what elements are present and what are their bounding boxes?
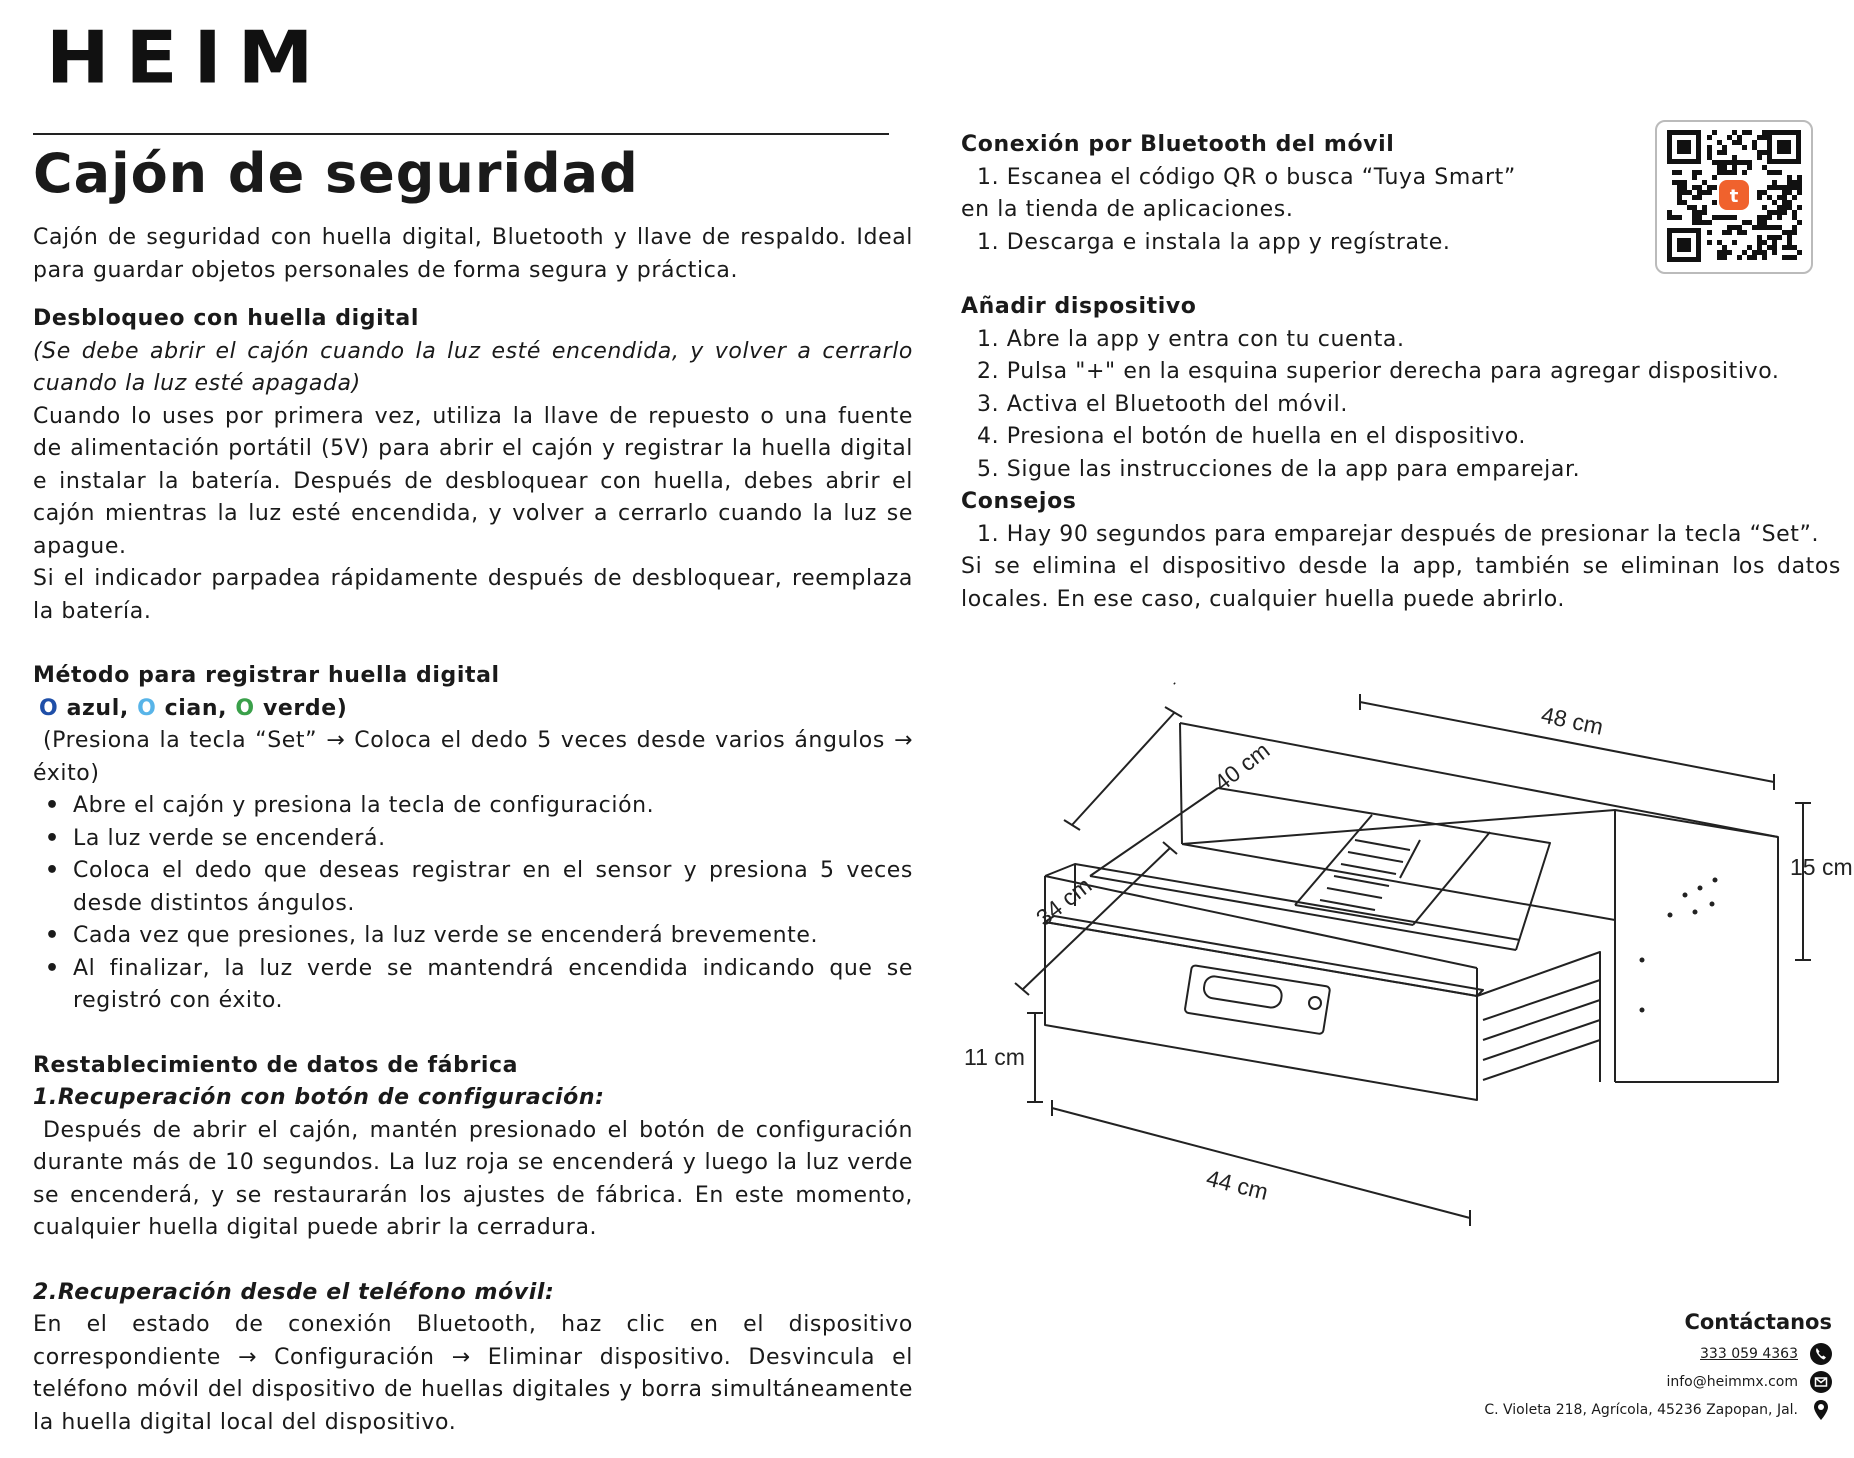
list-item: 1. Abre la app y entra con tu cuenta. — [977, 326, 1405, 352]
step-text: Descarga e instala la app y regístrate. — [1006, 229, 1451, 255]
list-item: 2. Pulsa "+" en la esquina superior derecha para agregar dispositivo. — [977, 359, 1780, 384]
reset-heading: Restablecimiento de datos de fábrica — [33, 1052, 519, 1078]
contact-email[interactable]: info@heimmx.com — [1666, 1374, 1798, 1390]
brand-logo: HEIM — [46, 15, 330, 100]
tips-heading: Consejos — [961, 489, 1077, 514]
list-item: • La luz verde se encenderá. — [73, 823, 913, 856]
reset-subheading-1: 1.Recuperación con botón de configuración: — [33, 1085, 605, 1110]
dimension-height-drawer: 11 cm — [964, 1044, 1025, 1070]
color-blue-label: azul, — [66, 695, 129, 721]
list-item: 5. Sigue las instrucciones de la app para emparejar. — [977, 456, 1581, 482]
dimension-width-drawer: 44 cm — [1203, 1164, 1271, 1206]
reset-subheading-2: 2.Recuperación desde el teléfono móvil: — [33, 1279, 555, 1305]
location-pin-icon — [1810, 1399, 1832, 1421]
step-number: 1. — [977, 164, 1000, 190]
list-item: 3. Activa el Bluetooth del móvil. — [977, 391, 1348, 417]
tips-step-1 — [961, 519, 1841, 552]
dimension-depth-drawer: 34 cm — [1031, 871, 1097, 931]
list-item: • Coloca el dedo que deseas registrar en el sensor y presiona 5 veces desde distintos ángulos. — [73, 855, 913, 920]
list-item: • Al finalizar, la luz verde se mantendrá encendida indicando que se registró con éxito. — [73, 953, 913, 1018]
unlock-heading: Desbloqueo con huella digital — [33, 306, 419, 331]
reset-paragraph-2: En el estado de conexión Bluetooth, haz clic en el dispositivo correspondiente → Configuración → Eliminar dispositivo. Desvincula el teléfono móvil del dispositivo de huellas digitales y borra simultáneamente la huella digital local del dispositivo. — [33, 1312, 913, 1435]
intro-text: Cajón de seguridad con huella digital, Bluetooth y llave de respaldo. Ideal para guardar objetos personales de forma segura y práctica. — [33, 225, 913, 283]
qr-code — [1655, 120, 1813, 274]
color-cyan-mark: O — [137, 695, 157, 721]
list-item: • Abre el cajón y presiona la tecla de configuración. — [73, 790, 913, 823]
unlock-paragraph-2: Si el indicador parpadea rápidamente después de desbloquear, reemplaza la batería. — [33, 566, 913, 624]
keyhole — [1309, 997, 1321, 1009]
bluetooth-step-1-continued: en la tienda de aplicaciones. — [961, 197, 1294, 222]
step-number: 1. — [977, 521, 1000, 547]
box-outline — [1180, 723, 1778, 1082]
drawer-handle — [1184, 965, 1330, 1034]
drawer-front — [1045, 922, 1477, 1100]
register-flow: (Presiona la tecla “Set” → Coloca el dedo 5 veces desde varios ángulos → éxito) — [33, 728, 913, 786]
color-green-label: verde) — [262, 695, 348, 721]
list-item: • Cada vez que presiones, la luz verde se encenderá brevemente. — [73, 920, 913, 953]
color-green-mark: O — [235, 695, 255, 721]
header-divider — [33, 133, 889, 135]
register-heading: Método para registrar huella digital — [33, 663, 500, 688]
contact-email-row — [1484, 1368, 1832, 1396]
dimension-width-top: 48 cm — [1538, 701, 1606, 740]
color-cyan-label: cian, — [164, 695, 228, 721]
drawer-dimension-diagram — [960, 680, 1854, 1240]
step-number: 1. — [977, 229, 1000, 255]
register-bullets — [33, 790, 913, 1018]
mail-icon — [1810, 1371, 1832, 1393]
contact-phone-row — [1484, 1340, 1832, 1368]
contact-address-row — [1484, 1396, 1832, 1424]
tips-paragraph: Si se elimina el dispositivo desde la app, también se eliminan los datos locales. En ese caso, cualquier huella puede abrirlo. — [961, 554, 1841, 612]
unlock-note: (Se debe abrir el cajón cuando la luz esté encendida, y volver a cerrarlo cuando la luz esté apagada) — [33, 338, 913, 396]
contact-title: Contáctanos — [1684, 1310, 1832, 1334]
page-title: Cajón de seguridad — [33, 142, 639, 205]
step-text: Hay 90 segundos para emparejar después de presionar la tecla “Set”. — [1006, 521, 1820, 547]
qr-code-graphic — [1657, 122, 1811, 272]
add-device-steps — [961, 324, 1841, 487]
color-legend — [33, 693, 913, 726]
contact-address: C. Violeta 218, Agrícola, 45236 Zapopan, Jal. — [1484, 1402, 1798, 1418]
dimension-height-box: 15 cm — [1790, 854, 1853, 880]
step-text: Escanea el código QR o busca “Tuya Smart” — [1006, 164, 1516, 190]
contact-block — [1484, 1310, 1832, 1424]
svg-text:t: t — [1729, 186, 1739, 207]
color-blue-mark: O — [39, 695, 59, 721]
bluetooth-heading: Conexión por Bluetooth del móvil — [961, 132, 1395, 157]
list-item: 4. Presiona el botón de huella en el dispositivo. — [977, 424, 1527, 449]
unlock-paragraph-1: Cuando lo uses por primera vez, utiliza la llave de repuesto o una fuente de alimentación portátil (5V) para abrir el cajón y registrar la huella digital e instalar la batería. Después de desbloquear con huella, debes abrir el cajón mientras la luz esté encendida, y volver a cerrarlo cuando la luz se apague. — [33, 403, 913, 559]
phone-icon — [1810, 1343, 1832, 1365]
reset-paragraph-1: Después de abrir el cajón, mantén presionado el botón de configuración durante más de 10 segundos. La luz roja se encenderá y luego la luz verde se encenderá, y se restaurarán los ajustes de fábrica. En este momento, cualquier huella digital puede abrir la cerradura. — [33, 1117, 913, 1240]
dimension-depth-top: 40 cm — [1209, 736, 1275, 796]
add-device-heading: Añadir dispositivo — [961, 294, 1197, 319]
contact-phone[interactable]: 333 059 4363 — [1700, 1346, 1798, 1362]
left-column — [33, 222, 913, 1439]
